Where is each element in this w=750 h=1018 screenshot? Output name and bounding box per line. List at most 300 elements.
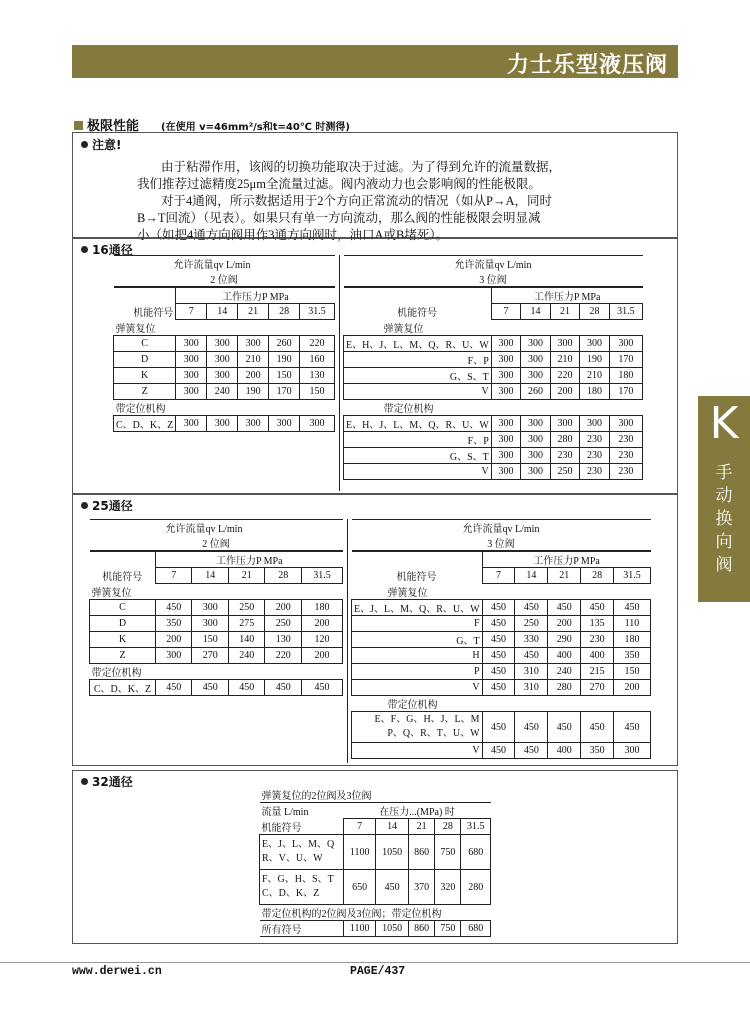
function-symbol: K [114, 368, 176, 384]
all-symbols-label: 所有符号 [260, 921, 344, 937]
flow-value: 300 [207, 368, 238, 384]
table-row [90, 680, 343, 696]
flow-value: 750 [435, 835, 461, 870]
table-row [352, 712, 651, 743]
note-heading [81, 136, 121, 153]
pressure-label: 工作压力P MPa [482, 551, 650, 568]
table-32-heading-text: 32通径 [92, 775, 133, 789]
flow-value: 400 [548, 648, 581, 664]
function-symbol: Z [114, 384, 176, 400]
function-symbol: F、P [344, 432, 492, 448]
flow-value: 330 [515, 632, 548, 648]
flow-value: 280 [550, 432, 580, 448]
pressure-header: 28 [269, 304, 300, 320]
flow-value: 300 [156, 648, 192, 664]
function-symbol: K [90, 632, 156, 648]
flow-value: 300 [491, 432, 521, 448]
flow-value: 180 [609, 368, 642, 384]
pressure-label: 工作压力P MPa [176, 287, 335, 304]
function-symbol: D [114, 352, 176, 368]
flow-value: 450 [482, 680, 515, 696]
table-row [90, 616, 343, 632]
table-25-two-position [89, 519, 343, 696]
flow-value: 300 [521, 416, 551, 432]
pressure-header: 28 [265, 568, 301, 584]
flow-value: 300 [491, 368, 521, 384]
side-tab-char: 向 [715, 532, 733, 552]
pressure-header: 14 [376, 819, 409, 835]
flow-value: 300 [207, 352, 238, 368]
flow-value: 450 [515, 743, 548, 759]
note-line: 我们推荐过滤精度25μm全流量过滤。阀内液动力也会影响阀的性能极限。 [137, 177, 541, 191]
symbol-label: 机能符号 [261, 822, 302, 834]
flow-value: 260 [521, 384, 551, 400]
table-row [114, 384, 335, 400]
flow-value: 220 [550, 368, 580, 384]
flow-value: 450 [515, 712, 548, 743]
table-16-three-position [343, 255, 643, 480]
flow-value: 450 [581, 600, 614, 616]
footer-page-number: PAGE/437 [350, 965, 406, 978]
pressure-header: 31.5 [461, 819, 491, 835]
table-row [114, 336, 335, 352]
flow-value: 140 [228, 632, 264, 648]
detent-label: 带定位机构 [91, 668, 142, 679]
flow-value: 450 [614, 600, 651, 616]
flow-value: 150 [192, 632, 228, 648]
function-symbol [260, 835, 344, 870]
section-title: 极限性能 [87, 119, 140, 134]
flow-value: 170 [609, 352, 642, 368]
flow-value: 300 [491, 352, 521, 368]
pressure-header: 21 [550, 304, 580, 320]
flow-value: 200 [301, 648, 342, 664]
flow-value: 300 [176, 352, 207, 368]
table-row [352, 743, 651, 759]
flow-value: 450 [548, 712, 581, 743]
flow-value: 230 [580, 448, 610, 464]
note-line: 由于粘滞作用，该阀的切换功能取决于过滤。为了得到允许的流量数据， [161, 160, 562, 174]
flow-value: 290 [548, 632, 581, 648]
flow-value: 400 [581, 648, 614, 664]
flow-value: 200 [301, 616, 342, 632]
symbol-label: 机能符号 [396, 572, 437, 583]
flow-value: 240 [228, 648, 264, 664]
pressure-header: 7 [176, 304, 207, 320]
pressure-header: 21 [228, 568, 264, 584]
flow-value: 300 [207, 416, 238, 432]
header-bar [72, 45, 678, 78]
flow-value: 300 [238, 416, 269, 432]
header-title: 力士乐型液压阀 [506, 53, 668, 78]
flow-value: 300 [614, 743, 651, 759]
note-text [137, 159, 637, 244]
bullet-icon [81, 778, 88, 785]
table-25-divider [347, 519, 348, 763]
function-symbol-line: E、F、G、H、J、L、M [374, 714, 480, 725]
symbol-label: 机能符号 [397, 308, 438, 319]
table-row [344, 336, 643, 352]
flow-value: 210 [238, 352, 269, 368]
flow-value: 750 [435, 921, 461, 937]
function-symbol: C、D、K、Z [90, 680, 156, 696]
flow-value: 300 [176, 384, 207, 400]
function-symbol [260, 870, 344, 905]
function-symbol: D [90, 616, 156, 632]
flow-value: 450 [192, 680, 228, 696]
flow-value: 320 [435, 870, 461, 905]
flow-value: 300 [609, 336, 642, 352]
flow-value: 680 [461, 835, 491, 870]
flow-value: 860 [409, 835, 435, 870]
flow-value: 450 [614, 712, 651, 743]
table-row [352, 600, 651, 616]
flow-value: 260 [269, 336, 300, 352]
table-16-heading-text: 16通径 [92, 243, 133, 257]
pressure-label: 在压力...(MPa) 时 [379, 807, 455, 818]
flow-value: 310 [515, 664, 548, 680]
flow-value: 230 [550, 448, 580, 464]
function-symbol: G、T [352, 632, 483, 648]
note-box [72, 132, 678, 242]
function-symbol-line: P、Q、R、T、U、W [387, 728, 480, 739]
table-row [90, 632, 343, 648]
flow-value: 450 [548, 600, 581, 616]
pressure-header: 28 [580, 304, 610, 320]
flow-value: 280 [548, 680, 581, 696]
pressure-header: 7 [156, 568, 192, 584]
flow-value: 350 [614, 648, 651, 664]
flow-value: 1050 [376, 921, 409, 937]
flow-label: 允许流量qv L/min [344, 256, 643, 272]
flow-value: 1100 [344, 921, 376, 937]
table-16-box [72, 238, 678, 494]
flow-value: 450 [156, 680, 192, 696]
function-symbol: F [352, 616, 483, 632]
flow-value: 190 [269, 352, 300, 368]
flow-value: 190 [238, 384, 269, 400]
flow-value: 240 [207, 384, 238, 400]
detent-label: 带定位机构 [383, 404, 434, 415]
flow-value: 300 [192, 616, 228, 632]
flow-value: 130 [265, 632, 301, 648]
pressure-label: 工作压力P MPa [491, 287, 642, 304]
detent-label: 带定位机构 [115, 404, 166, 415]
note-line: 对于4通阀，所示数据适用于2个方向正常流动的情况（如从P→A，同时 [161, 194, 552, 208]
table-25-three-position [351, 519, 651, 759]
flow-value: 110 [614, 616, 651, 632]
flow-value: 220 [265, 648, 301, 664]
flow-value: 230 [609, 432, 642, 448]
flow-value: 650 [344, 870, 376, 905]
symbol-label: 机能符号 [102, 572, 143, 583]
table-16-two-position [113, 255, 335, 432]
flow-value: 200 [156, 632, 192, 648]
flow-value: 170 [609, 384, 642, 400]
table-25-heading [81, 497, 133, 514]
flow-value: 210 [550, 352, 580, 368]
flow-value: 250 [515, 616, 548, 632]
footer-divider [0, 962, 750, 963]
function-symbol: F、P [344, 352, 492, 368]
footer-url[interactable]: www.derwei.cn [72, 965, 162, 978]
function-symbol: C [114, 336, 176, 352]
flow-value: 120 [301, 632, 342, 648]
table-row [114, 352, 335, 368]
flow-value: 300 [521, 352, 551, 368]
flow-value: 450 [228, 680, 264, 696]
table-row [352, 664, 651, 680]
function-symbol: V [344, 464, 492, 480]
flow-value: 300 [580, 416, 610, 432]
flow-label: 允许流量qv L/min [352, 520, 651, 536]
flow-value: 180 [580, 384, 610, 400]
flow-value: 220 [300, 336, 335, 352]
table-row [344, 368, 643, 384]
flow-value: 450 [482, 712, 515, 743]
table-row [344, 448, 643, 464]
side-tab-char: 换 [715, 509, 733, 529]
function-symbol: C、D、K、Z [114, 416, 176, 432]
table-row [352, 616, 651, 632]
detent-title: 带定位机构的2位阀及3位阀；带定位机构 [260, 905, 491, 921]
two-position-label: 2 位阀 [90, 535, 343, 551]
flow-value: 200 [548, 616, 581, 632]
flow-value: 200 [550, 384, 580, 400]
table-32-heading [81, 773, 133, 790]
table-32-title: 弹簧复位的2位阀及3位阀 [260, 787, 491, 803]
pressure-header: 31.5 [300, 304, 335, 320]
flow-value: 680 [461, 921, 491, 937]
spring-return-label: 弹簧复位 [387, 588, 428, 599]
function-symbol-line: C、D、K、Z [262, 888, 320, 899]
flow-value: 250 [228, 600, 264, 616]
flow-value: 300 [269, 416, 300, 432]
pressure-label: 工作压力P MPa [156, 551, 343, 568]
flow-value: 300 [491, 464, 521, 480]
flow-value: 450 [482, 632, 515, 648]
side-tab-char: 动 [715, 486, 733, 506]
function-symbol: G、S、T [344, 448, 492, 464]
function-symbol: C [90, 600, 156, 616]
pressure-header: 14 [192, 568, 228, 584]
function-symbol-line: E、J、L、M、Q [262, 839, 335, 850]
flow-value: 135 [581, 616, 614, 632]
pressure-header: 21 [409, 819, 435, 835]
flow-value: 200 [265, 600, 301, 616]
flow-value: 300 [491, 416, 521, 432]
flow-value: 300 [176, 416, 207, 432]
function-symbol-line: F、G、H、S、T [262, 874, 334, 885]
flow-value: 300 [176, 336, 207, 352]
flow-value: 450 [265, 680, 301, 696]
table-row [352, 648, 651, 664]
flow-value: 230 [580, 432, 610, 448]
flow-value: 230 [609, 448, 642, 464]
table-row [344, 432, 643, 448]
section-subtitle: (在使用 v=46mm²/s和t=40℃ 时测得) [161, 122, 350, 133]
flow-value: 300 [491, 336, 521, 352]
pressure-header: 21 [548, 568, 581, 584]
function-symbol: E、H、J、L、M、Q、R、U、W [344, 336, 492, 352]
flow-value: 280 [461, 870, 491, 905]
table-row [352, 680, 651, 696]
flow-value: 300 [491, 448, 521, 464]
flow-label: 允许流量qv L/min [90, 520, 343, 536]
two-position-label: 2 位阀 [114, 271, 335, 287]
spring-return-label: 弹簧复位 [115, 324, 156, 335]
square-bullet-icon [74, 121, 83, 130]
flow-value: 450 [515, 600, 548, 616]
flow-value: 210 [580, 368, 610, 384]
flow-value: 200 [614, 680, 651, 696]
flow-value: 400 [548, 743, 581, 759]
flow-value: 310 [515, 680, 548, 696]
pressure-header: 31.5 [609, 304, 642, 320]
flow-value: 300 [609, 416, 642, 432]
table-row [344, 384, 643, 400]
flow-value: 230 [609, 464, 642, 480]
table-16-divider [339, 255, 340, 491]
pressure-header: 28 [435, 819, 461, 835]
flow-value: 300 [207, 336, 238, 352]
flow-value: 240 [548, 664, 581, 680]
pressure-header: 28 [581, 568, 614, 584]
function-symbol: P [352, 664, 483, 680]
flow-value: 860 [409, 921, 435, 937]
flow-value: 230 [581, 632, 614, 648]
table-25-box [72, 494, 678, 766]
note-line: B→T回流）（见表）。如果只有单一方向流动，那么阀的性能极限会明显减 [137, 211, 541, 225]
flow-value: 1050 [376, 835, 409, 870]
bullet-icon [81, 141, 88, 148]
flow-value: 450 [581, 712, 614, 743]
flow-value: 250 [550, 464, 580, 480]
table-25-heading-text: 25通径 [92, 499, 133, 513]
flow-value: 370 [409, 870, 435, 905]
flow-value: 130 [300, 368, 335, 384]
flow-value: 300 [176, 368, 207, 384]
flow-value: 150 [614, 664, 651, 680]
three-position-label: 3 位阀 [352, 535, 651, 551]
table-row [344, 352, 643, 368]
note-line: 小（如把4通方向阀用作3通方向阀时，油口A或B堵死）。 [137, 228, 449, 242]
flow-value: 450 [482, 616, 515, 632]
flow-value: 450 [301, 680, 342, 696]
flow-value: 450 [156, 600, 192, 616]
side-tab-char: 手 [715, 463, 733, 483]
flow-value: 300 [300, 416, 335, 432]
pressure-header: 7 [344, 819, 376, 835]
flow-value: 300 [521, 336, 551, 352]
pressure-header: 21 [238, 304, 269, 320]
flow-label: 允许流量qv L/min [114, 256, 335, 272]
flow-value: 300 [550, 416, 580, 432]
pressure-header: 7 [491, 304, 521, 320]
function-symbol-line: R、V、U、W [262, 853, 323, 864]
flow-value: 300 [192, 600, 228, 616]
function-symbol: V [352, 743, 483, 759]
flow-value: 190 [580, 352, 610, 368]
function-symbol: E、J、L、M、Q、R、U、W [352, 600, 483, 616]
flow-value: 300 [521, 464, 551, 480]
table-row [90, 648, 343, 664]
flow-value: 270 [192, 648, 228, 664]
symbol-label: 机能符号 [133, 308, 174, 319]
flow-value: 350 [581, 743, 614, 759]
flow-value: 150 [269, 368, 300, 384]
flow-value: 300 [521, 368, 551, 384]
flow-value: 180 [301, 600, 342, 616]
flow-value: 300 [238, 336, 269, 352]
three-position-label: 3 位阀 [344, 271, 643, 287]
flow-value: 1100 [344, 835, 376, 870]
table-row [344, 416, 643, 432]
function-symbol: V [352, 680, 483, 696]
function-symbol: E、H、J、L、M、Q、R、U、W [344, 416, 492, 432]
flow-value: 270 [581, 680, 614, 696]
flow-value: 300 [580, 336, 610, 352]
flow-value: 300 [521, 432, 551, 448]
function-symbol: V [344, 384, 492, 400]
side-tab-letter: K [709, 398, 739, 449]
function-symbol: H [352, 648, 483, 664]
flow-value: 230 [580, 464, 610, 480]
side-tab-label [698, 462, 750, 577]
flow-value: 450 [482, 600, 515, 616]
detent-label: 带定位机构 [387, 700, 438, 711]
function-symbol [352, 712, 483, 743]
flow-value: 300 [491, 384, 521, 400]
flow-value: 160 [300, 352, 335, 368]
flow-label: 流量 L/min [261, 807, 309, 819]
flow-value: 450 [515, 648, 548, 664]
table-row [352, 632, 651, 648]
flow-value: 170 [269, 384, 300, 400]
flow-value: 180 [614, 632, 651, 648]
flow-value: 450 [482, 664, 515, 680]
bullet-icon [81, 502, 88, 509]
table-row [260, 870, 491, 905]
flow-value: 275 [228, 616, 264, 632]
flow-value: 450 [482, 743, 515, 759]
function-symbol: G、S、T [344, 368, 492, 384]
flow-value: 215 [581, 664, 614, 680]
table-row [344, 464, 643, 480]
bullet-icon [81, 246, 88, 253]
table-32-box [72, 770, 678, 944]
table-row [90, 600, 343, 616]
flow-value: 150 [300, 384, 335, 400]
note-heading-text: 注意! [92, 138, 122, 152]
flow-value: 450 [376, 870, 409, 905]
side-tab-char: 阀 [715, 555, 733, 575]
pressure-header: 14 [515, 568, 548, 584]
spring-return-label: 弹簧复位 [383, 324, 424, 335]
table-row [114, 368, 335, 384]
side-tab[interactable] [698, 396, 750, 602]
table-row [260, 835, 491, 870]
spring-return-label: 弹簧复位 [91, 588, 132, 599]
flow-value: 300 [550, 336, 580, 352]
flow-value: 450 [482, 648, 515, 664]
pressure-header: 14 [521, 304, 551, 320]
pressure-header: 14 [207, 304, 238, 320]
pressure-header: 31.5 [301, 568, 342, 584]
table-32 [259, 787, 491, 937]
flow-value: 250 [265, 616, 301, 632]
flow-value: 200 [238, 368, 269, 384]
